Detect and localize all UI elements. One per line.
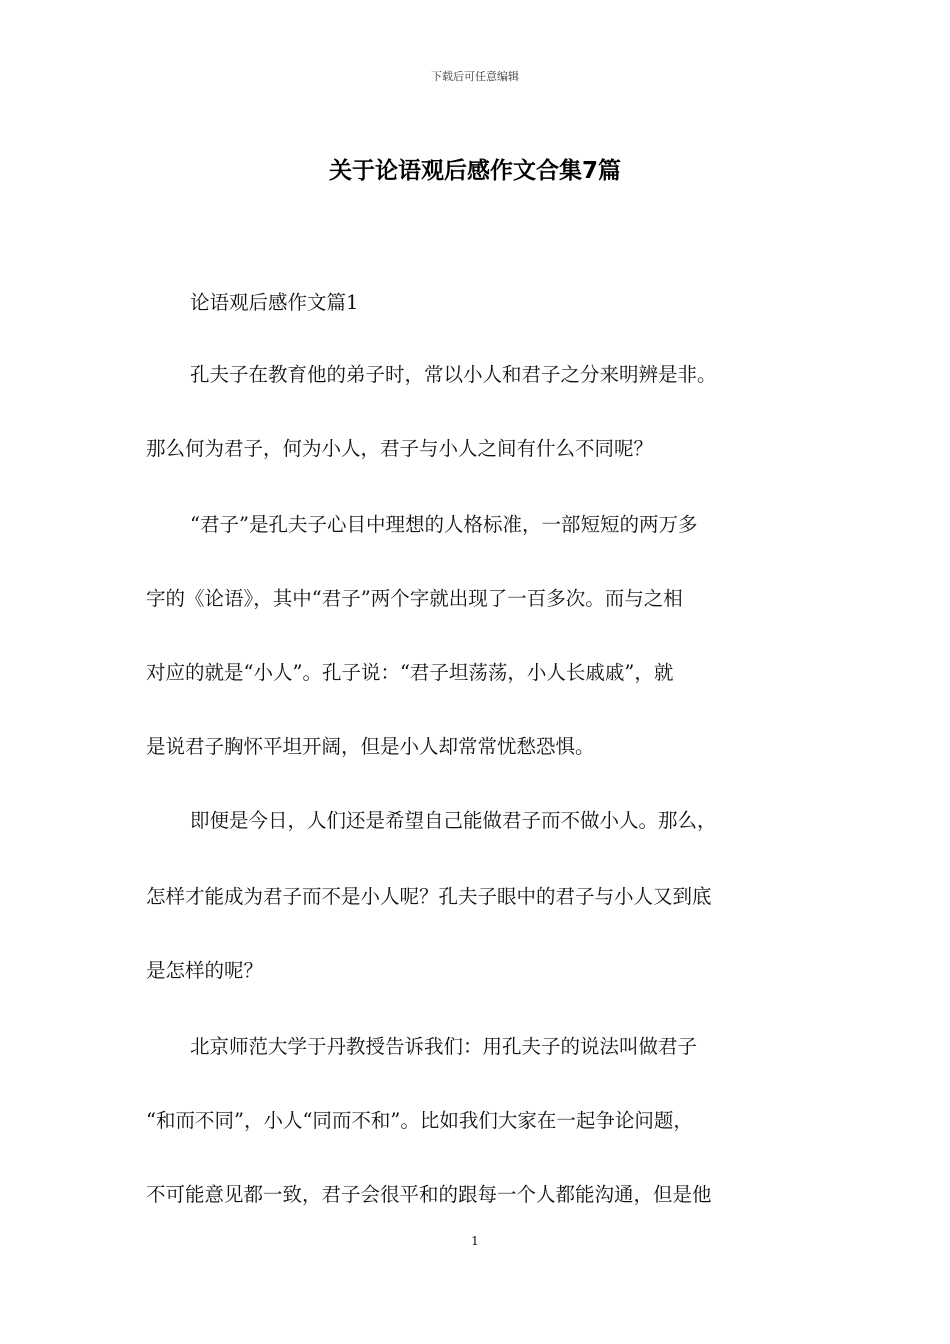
document-title: 关于论语观后感作文合集7篇 bbox=[328, 158, 621, 184]
paragraph-line: 孔夫子在教育他的弟子时，常以小人和君子之分来明辨是非。 bbox=[190, 363, 717, 386]
paragraph-line: 即便是今日，人们还是希望自己能做君子而不做小人。那么， bbox=[190, 809, 717, 832]
paragraph-line: 字的《论语》，其中“君子”两个字就出现了一百多次。而与之相 bbox=[146, 587, 683, 610]
paragraph-line: 那么何为君子，何为小人，君子与小人之间有什么不同呢？ bbox=[146, 437, 654, 460]
section-heading: 论语观后感作文篇1 bbox=[190, 291, 359, 314]
paragraph-line: 对应的就是“小人”。孔子说：“君子坦荡荡，小人长戚戚”，就 bbox=[146, 661, 674, 684]
paragraph-line: “君子”是孔夫子心目中理想的人格标准，一部短短的两万多 bbox=[190, 513, 698, 536]
paragraph-line: 不可能意见都一致，君子会很平和的跟每一个人都能沟通，但是他 bbox=[146, 1183, 712, 1206]
paragraph-line: “和而不同”，小人“同而不和”。比如我们大家在一起争论问题， bbox=[146, 1109, 693, 1132]
header-note: 下载后可任意编辑 bbox=[431, 70, 519, 83]
paragraph-line: 是怎样的呢？ bbox=[146, 959, 264, 982]
paragraph-line: 怎样才能成为君子而不是小人呢？孔夫子眼中的君子与小人又到底 bbox=[146, 885, 712, 908]
paragraph-line: 是说君子胸怀平坦开阔，但是小人却常常忧愁恐惧。 bbox=[146, 735, 595, 758]
page-number: 1 bbox=[471, 1234, 479, 1248]
paragraph-line: 北京师范大学于丹教授告诉我们：用孔夫子的说法叫做君子 bbox=[190, 1035, 698, 1058]
